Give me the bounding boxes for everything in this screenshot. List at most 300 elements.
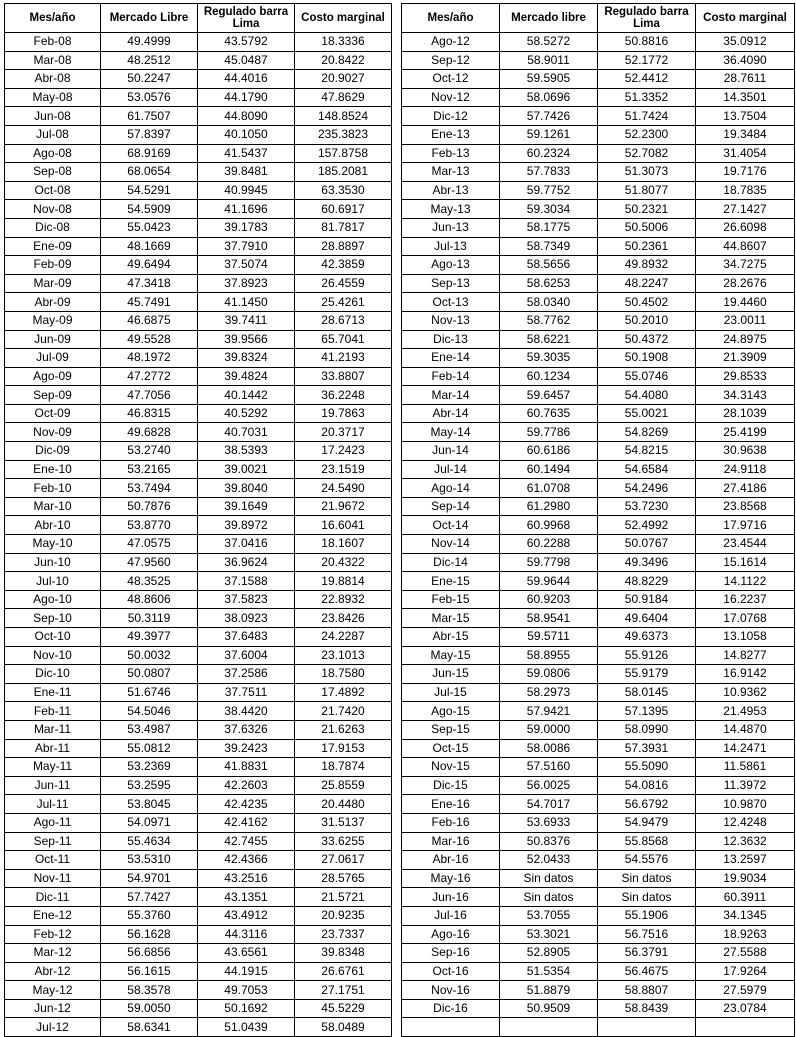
cell-costo-marginal: 60.6917 (295, 200, 392, 219)
table-row (5, 367, 392, 386)
cell-regulado-barra-lima: 41.5437 (198, 144, 295, 163)
cell-costo-marginal: 17.9264 (696, 962, 795, 981)
cell-regulado-barra-lima: 39.4824 (198, 367, 295, 386)
cell-regulado-barra-lima: 58.8439 (598, 999, 696, 1018)
table-row (402, 813, 795, 832)
table-row (5, 125, 392, 144)
cell-costo-marginal: 17.4892 (295, 683, 392, 702)
cell-mercado-libre: 58.0340 (500, 293, 598, 312)
cell-mercado-libre: 50.0807 (101, 665, 198, 684)
cell-mercado-libre: 50.8376 (500, 832, 598, 851)
cell-mercado-libre: 47.2772 (101, 367, 198, 386)
table-row (402, 888, 795, 907)
cell-mercado-libre: 58.3578 (101, 981, 198, 1000)
table-header-row (402, 4, 795, 33)
empty-cell (500, 1018, 598, 1037)
cell-regulado-barra-lima: 43.4912 (198, 906, 295, 925)
cell-regulado-barra-lima: 40.9945 (198, 181, 295, 200)
cell-regulado-barra-lima: 51.0439 (198, 1018, 295, 1037)
cell-mercado-libre: 56.1615 (101, 962, 198, 981)
table-row (5, 442, 392, 461)
cell-mercado-libre: 59.1261 (500, 125, 598, 144)
table-row (5, 813, 392, 832)
cell-mercado-libre: 68.9169 (101, 144, 198, 163)
cell-regulado-barra-lima: 55.9179 (598, 665, 696, 684)
cell-regulado-barra-lima: 37.6004 (198, 646, 295, 665)
table-row (402, 256, 795, 275)
cell-mes-ano: Sep-09 (5, 386, 101, 405)
cell-mercado-libre: 51.5354 (500, 962, 598, 981)
cell-regulado-barra-lima: 56.7516 (598, 925, 696, 944)
table-row (402, 367, 795, 386)
cell-mes-ano: Sep-15 (402, 720, 500, 739)
cell-mercado-libre: 60.7635 (500, 404, 598, 423)
table-row (402, 386, 795, 405)
cell-regulado-barra-lima: 40.5292 (198, 404, 295, 423)
table-row (5, 925, 392, 944)
cell-regulado-barra-lima: 55.5090 (598, 758, 696, 777)
cell-costo-marginal: 25.4261 (295, 293, 392, 312)
cell-regulado-barra-lima: 43.1351 (198, 888, 295, 907)
cell-mercado-libre: 51.6746 (101, 683, 198, 702)
cell-mercado-libre: 47.0575 (101, 535, 198, 554)
cell-mercado-libre: 57.7427 (101, 888, 198, 907)
cell-regulado-barra-lima: 50.0767 (598, 535, 696, 554)
cell-mercado-libre: 46.8315 (101, 404, 198, 423)
cell-costo-marginal: 23.0011 (696, 311, 795, 330)
cell-costo-marginal: 24.2287 (295, 628, 392, 647)
table-row (5, 590, 392, 609)
table-row (402, 925, 795, 944)
cell-mercado-libre: 49.6828 (101, 423, 198, 442)
table-row (402, 330, 795, 349)
cell-regulado-barra-lima: 54.8215 (598, 442, 696, 461)
cell-costo-marginal: 23.4544 (696, 535, 795, 554)
cell-mercado-libre: Sin datos (500, 888, 598, 907)
cell-costo-marginal: 27.5979 (696, 981, 795, 1000)
table-row (402, 683, 795, 702)
cell-regulado-barra-lima: 55.9126 (598, 646, 696, 665)
cell-mercado-libre: 60.2324 (500, 144, 598, 163)
cell-regulado-barra-lima: 37.5074 (198, 256, 295, 275)
cell-regulado-barra-lima: 54.4080 (598, 386, 696, 405)
cell-mercado-libre: 50.0032 (101, 646, 198, 665)
cell-mes-ano: Jun-11 (5, 776, 101, 795)
cell-costo-marginal: 60.3911 (696, 888, 795, 907)
cell-regulado-barra-lima: 39.7411 (198, 311, 295, 330)
cell-costo-marginal: 35.0912 (696, 33, 795, 52)
cell-mes-ano: Oct-08 (5, 181, 101, 200)
cell-regulado-barra-lima: 50.2321 (598, 200, 696, 219)
cell-mes-ano: Ago-12 (402, 33, 500, 52)
table-row (402, 646, 795, 665)
cell-mes-ano: Abr-13 (402, 181, 500, 200)
cell-mes-ano: Feb-13 (402, 144, 500, 163)
table-row (5, 516, 392, 535)
cell-costo-marginal: 27.1751 (295, 981, 392, 1000)
table-row (402, 33, 795, 52)
cell-mes-ano: May-16 (402, 869, 500, 888)
cell-mercado-libre: 54.7017 (500, 795, 598, 814)
cell-mercado-libre: 56.6856 (101, 944, 198, 963)
cell-mes-ano: Nov-14 (402, 535, 500, 554)
table-row (5, 293, 392, 312)
cell-regulado-barra-lima: 50.1908 (598, 349, 696, 368)
cell-mercado-libre: 59.9644 (500, 572, 598, 591)
cell-mes-ano: Oct-16 (402, 962, 500, 981)
cell-mes-ano: Dic-08 (5, 218, 101, 237)
cell-regulado-barra-lima: 40.1050 (198, 125, 295, 144)
table-row (402, 311, 795, 330)
table-row (402, 442, 795, 461)
table-row (5, 572, 392, 591)
cell-regulado-barra-lima: 44.3116 (198, 925, 295, 944)
cell-mes-ano: Oct-11 (5, 851, 101, 870)
cell-regulado-barra-lima: 39.8972 (198, 516, 295, 535)
cell-regulado-barra-lima: 45.0487 (198, 51, 295, 70)
cell-costo-marginal: 14.8277 (696, 646, 795, 665)
table-row (402, 237, 795, 256)
cell-mes-ano: Feb-14 (402, 367, 500, 386)
cell-mes-ano: Oct-13 (402, 293, 500, 312)
cell-costo-marginal: 21.3909 (696, 349, 795, 368)
cell-mes-ano: Ago-09 (5, 367, 101, 386)
cell-mes-ano: Jun-15 (402, 665, 500, 684)
cell-mercado-libre: 53.8045 (101, 795, 198, 814)
cell-mercado-libre: 54.9701 (101, 869, 198, 888)
cell-mes-ano: Abr-11 (5, 739, 101, 758)
cell-costo-marginal: 17.9716 (696, 516, 795, 535)
cell-mes-ano: Jul-11 (5, 795, 101, 814)
cell-mes-ano: Sep-11 (5, 832, 101, 851)
cell-mes-ano: Abr-16 (402, 851, 500, 870)
cell-regulado-barra-lima: 43.6561 (198, 944, 295, 963)
price-table-right (401, 3, 795, 1037)
cell-mercado-libre: 48.8606 (101, 590, 198, 609)
cell-costo-marginal: 19.3484 (696, 125, 795, 144)
cell-costo-marginal: 24.5490 (295, 479, 392, 498)
cell-regulado-barra-lima: 39.0021 (198, 460, 295, 479)
cell-regulado-barra-lima: 55.0746 (598, 367, 696, 386)
cell-mes-ano: Jul-14 (402, 460, 500, 479)
cell-costo-marginal: 34.7275 (696, 256, 795, 275)
cell-regulado-barra-lima: 42.7455 (198, 832, 295, 851)
cell-mes-ano: Jul-16 (402, 906, 500, 925)
cell-mes-ano: Ene-13 (402, 125, 500, 144)
cell-mercado-libre: 49.4999 (101, 33, 198, 52)
cell-mes-ano: Jul-09 (5, 349, 101, 368)
cell-mes-ano: Dic-10 (5, 665, 101, 684)
cell-costo-marginal: 47.8629 (295, 88, 392, 107)
table-row (5, 88, 392, 107)
cell-mercado-libre: 59.3035 (500, 349, 598, 368)
cell-costo-marginal: 14.3501 (696, 88, 795, 107)
table-row (5, 832, 392, 851)
cell-regulado-barra-lima: 54.2496 (598, 479, 696, 498)
cell-mes-ano: Ene-12 (5, 906, 101, 925)
cell-costo-marginal: 23.8568 (696, 497, 795, 516)
cell-costo-marginal: 11.3972 (696, 776, 795, 795)
cell-costo-marginal: 81.7817 (295, 218, 392, 237)
table-row (402, 274, 795, 293)
table-row (402, 962, 795, 981)
cell-regulado-barra-lima: 43.2516 (198, 869, 295, 888)
cell-costo-marginal: 19.8814 (295, 572, 392, 591)
header-costo-marginal: Costo marginal (696, 4, 795, 33)
empty-cell (696, 1018, 795, 1037)
cell-costo-marginal: 28.5765 (295, 869, 392, 888)
table-row (402, 851, 795, 870)
cell-costo-marginal: 18.7580 (295, 665, 392, 684)
header-regulado-barra-lima: Regulado barra Lima (598, 4, 696, 33)
table-row (5, 869, 392, 888)
table-row (5, 51, 392, 70)
cell-regulado-barra-lima: 37.7910 (198, 237, 295, 256)
cell-mes-ano: Mar-15 (402, 609, 500, 628)
table-row (5, 888, 392, 907)
cell-mes-ano: Ago-14 (402, 479, 500, 498)
cell-costo-marginal: 31.4054 (696, 144, 795, 163)
cell-mes-ano: Sep-13 (402, 274, 500, 293)
cell-mercado-libre: 53.2740 (101, 442, 198, 461)
table-row (5, 479, 392, 498)
cell-regulado-barra-lima: 37.0416 (198, 535, 295, 554)
cell-regulado-barra-lima: 38.5393 (198, 442, 295, 461)
cell-mes-ano: Mar-12 (5, 944, 101, 963)
cell-mercado-libre: 58.5656 (500, 256, 598, 275)
table-row (402, 906, 795, 925)
table-row (5, 33, 392, 52)
table-row (402, 479, 795, 498)
cell-costo-marginal: 31.5137 (295, 813, 392, 832)
cell-mercado-libre: 59.5711 (500, 628, 598, 647)
cell-mercado-libre: 58.9011 (500, 51, 598, 70)
cell-regulado-barra-lima: 43.5792 (198, 33, 295, 52)
cell-costo-marginal: 235.3823 (295, 125, 392, 144)
cell-costo-marginal: 10.9870 (696, 795, 795, 814)
cell-regulado-barra-lima: 48.8229 (598, 572, 696, 591)
header-mes-ano: Mes/año (5, 4, 101, 33)
cell-regulado-barra-lima: 53.7230 (598, 497, 696, 516)
table-row (402, 88, 795, 107)
cell-mercado-libre: 53.2165 (101, 460, 198, 479)
cell-mercado-libre: 59.6457 (500, 386, 598, 405)
table-row (402, 832, 795, 851)
cell-mercado-libre: 59.0000 (500, 720, 598, 739)
table-row (402, 200, 795, 219)
cell-mercado-libre: 57.9421 (500, 702, 598, 721)
cell-costo-marginal: 16.9142 (696, 665, 795, 684)
cell-mercado-libre: 48.2512 (101, 51, 198, 70)
table-row (402, 869, 795, 888)
cell-costo-marginal: 13.2597 (696, 851, 795, 870)
table-row (5, 776, 392, 795)
cell-mercado-libre: 58.7762 (500, 311, 598, 330)
table-row (5, 163, 392, 182)
cell-regulado-barra-lima: 51.7424 (598, 107, 696, 126)
table-row (402, 70, 795, 89)
cell-regulado-barra-lima: 58.8807 (598, 981, 696, 1000)
cell-mes-ano: Mar-09 (5, 274, 101, 293)
cell-costo-marginal: 18.9263 (696, 925, 795, 944)
cell-regulado-barra-lima: 56.3791 (598, 944, 696, 963)
cell-costo-marginal: 58.0489 (295, 1018, 392, 1037)
cell-costo-marginal: 27.4186 (696, 479, 795, 498)
cell-mercado-libre: 60.9203 (500, 590, 598, 609)
cell-mercado-libre: 53.2369 (101, 758, 198, 777)
cell-mes-ano: Feb-08 (5, 33, 101, 52)
table-row (402, 423, 795, 442)
cell-mes-ano: Jul-10 (5, 572, 101, 591)
cell-regulado-barra-lima: 50.2010 (598, 311, 696, 330)
cell-costo-marginal: 24.9118 (696, 460, 795, 479)
cell-regulado-barra-lima: 52.4992 (598, 516, 696, 535)
cell-costo-marginal: 19.9034 (696, 869, 795, 888)
cell-regulado-barra-lima: 49.6373 (598, 628, 696, 647)
cell-regulado-barra-lima: 50.4502 (598, 293, 696, 312)
table-row (5, 404, 392, 423)
table-row (5, 497, 392, 516)
cell-mercado-libre: 54.5909 (101, 200, 198, 219)
cell-mes-ano: Dic-12 (402, 107, 500, 126)
table-row (402, 590, 795, 609)
cell-regulado-barra-lima: 42.2603 (198, 776, 295, 795)
table-header-row (5, 4, 392, 33)
cell-mercado-libre: 48.1972 (101, 349, 198, 368)
table-row (402, 739, 795, 758)
table-row (402, 944, 795, 963)
cell-mes-ano: Ago-10 (5, 590, 101, 609)
cell-mercado-libre: 54.5291 (101, 181, 198, 200)
cell-costo-marginal: 21.4953 (696, 702, 795, 721)
cell-mercado-libre: 59.3034 (500, 200, 598, 219)
cell-costo-marginal: 20.4480 (295, 795, 392, 814)
cell-mes-ano: Jun-16 (402, 888, 500, 907)
cell-costo-marginal: 45.5229 (295, 999, 392, 1018)
cell-regulado-barra-lima: 39.1649 (198, 497, 295, 516)
cell-regulado-barra-lima: 51.3073 (598, 163, 696, 182)
cell-regulado-barra-lima: 41.1450 (198, 293, 295, 312)
cell-mercado-libre: 54.5046 (101, 702, 198, 721)
cell-mes-ano: May-09 (5, 311, 101, 330)
table-row (402, 460, 795, 479)
table-row (5, 386, 392, 405)
cell-costo-marginal: 28.6713 (295, 311, 392, 330)
table-row (402, 125, 795, 144)
cell-regulado-barra-lima: 49.3496 (598, 553, 696, 572)
cell-mercado-libre: 48.1669 (101, 237, 198, 256)
cell-mercado-libre: 60.6186 (500, 442, 598, 461)
cell-mes-ano: May-15 (402, 646, 500, 665)
cell-mercado-libre: 51.8879 (500, 981, 598, 1000)
cell-regulado-barra-lima: 49.7053 (198, 981, 295, 1000)
cell-mercado-libre: 46.6875 (101, 311, 198, 330)
cell-mercado-libre: 45.7491 (101, 293, 198, 312)
table-row (402, 51, 795, 70)
cell-regulado-barra-lima: 37.6483 (198, 628, 295, 647)
cell-costo-marginal: 23.8426 (295, 609, 392, 628)
table-row (5, 237, 392, 256)
empty-cell (402, 1018, 500, 1037)
cell-costo-marginal: 19.7863 (295, 404, 392, 423)
table-row (5, 628, 392, 647)
table-row (402, 720, 795, 739)
cell-regulado-barra-lima: 44.1790 (198, 88, 295, 107)
cell-mes-ano: Feb-12 (5, 925, 101, 944)
empty-cell (598, 1018, 696, 1037)
table-row (402, 628, 795, 647)
cell-costo-marginal: 16.6041 (295, 516, 392, 535)
cell-regulado-barra-lima: 44.8090 (198, 107, 295, 126)
table-row (5, 256, 392, 275)
cell-regulado-barra-lima: 51.8077 (598, 181, 696, 200)
cell-mes-ano: May-12 (5, 981, 101, 1000)
cell-mercado-libre: 53.7055 (500, 906, 598, 925)
cell-mes-ano: Nov-13 (402, 311, 500, 330)
table-row (5, 609, 392, 628)
cell-regulado-barra-lima: 57.3931 (598, 739, 696, 758)
cell-mercado-libre: 49.6494 (101, 256, 198, 275)
cell-costo-marginal: 13.7504 (696, 107, 795, 126)
table-row (5, 758, 392, 777)
cell-costo-marginal: 21.7420 (295, 702, 392, 721)
cell-mercado-libre: 57.5160 (500, 758, 598, 777)
cell-costo-marginal: 14.4870 (696, 720, 795, 739)
cell-regulado-barra-lima: 37.2586 (198, 665, 295, 684)
cell-regulado-barra-lima: 38.0923 (198, 609, 295, 628)
cell-regulado-barra-lima: 50.8816 (598, 33, 696, 52)
cell-costo-marginal: 26.4559 (295, 274, 392, 293)
table-row (5, 795, 392, 814)
cell-regulado-barra-lima: 39.8324 (198, 349, 295, 368)
cell-mercado-libre: 53.3021 (500, 925, 598, 944)
cell-costo-marginal: 19.4460 (696, 293, 795, 312)
cell-costo-marginal: 27.1427 (696, 200, 795, 219)
table-row (402, 702, 795, 721)
cell-mes-ano: Dic-15 (402, 776, 500, 795)
cell-mercado-libre: 59.0050 (101, 999, 198, 1018)
cell-regulado-barra-lima: 37.6326 (198, 720, 295, 739)
cell-regulado-barra-lima: 38.4420 (198, 702, 295, 721)
cell-costo-marginal: 30.9638 (696, 442, 795, 461)
table-row (5, 553, 392, 572)
cell-costo-marginal: 27.0617 (295, 851, 392, 870)
cell-mes-ano: Abr-08 (5, 70, 101, 89)
cell-costo-marginal: 15.1614 (696, 553, 795, 572)
cell-costo-marginal: 23.1013 (295, 646, 392, 665)
cell-mes-ano: Abr-12 (5, 962, 101, 981)
cell-costo-marginal: 41.2193 (295, 349, 392, 368)
cell-mercado-libre: 58.8955 (500, 646, 598, 665)
cell-regulado-barra-lima: 52.1772 (598, 51, 696, 70)
cell-mercado-libre: 61.7507 (101, 107, 198, 126)
cell-mes-ano: Dic-13 (402, 330, 500, 349)
cell-mes-ano: Feb-09 (5, 256, 101, 275)
cell-mes-ano: Sep-14 (402, 497, 500, 516)
empty-table-row (402, 1018, 795, 1037)
cell-regulado-barra-lima: 37.7511 (198, 683, 295, 702)
table-row (402, 553, 795, 572)
cell-regulado-barra-lima: 54.6584 (598, 460, 696, 479)
cell-mes-ano: Feb-11 (5, 702, 101, 721)
cell-costo-marginal: 21.5721 (295, 888, 392, 907)
cell-costo-marginal: 20.4322 (295, 553, 392, 572)
table-row (5, 944, 392, 963)
cell-mes-ano: Jun-12 (5, 999, 101, 1018)
cell-costo-marginal: 63.3530 (295, 181, 392, 200)
cell-costo-marginal: 27.5588 (696, 944, 795, 963)
cell-costo-marginal: 28.7611 (696, 70, 795, 89)
